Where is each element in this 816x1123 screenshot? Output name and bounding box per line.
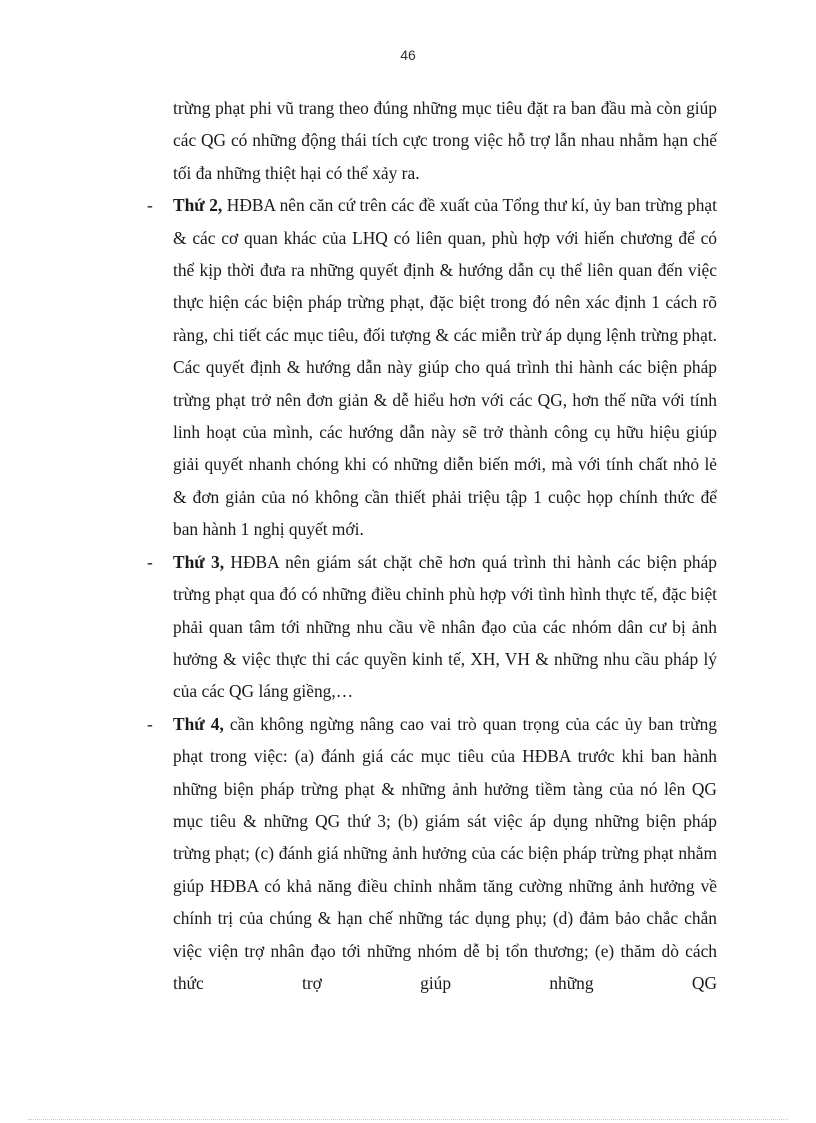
list-item-lead: Thứ 4, bbox=[173, 713, 224, 734]
list-item-text: HĐBA nên căn cứ trên các đề xuất của Tổng thư kí, ủy ban trừng phạt & các cơ quan khác của LHQ có liên quan, phù hợp với hiến chương để có thể kịp thời đưa ra những quyết định & hướng dẫn cụ thể liên quan đến việc thực hiện các biện pháp trừng phạt, đặc biệt trong đó nên xác định 1 cách rõ ràng, chi tiết các mục tiêu, đối tượng & các miễn trừ áp dụng lệnh trừng phạt. Các quyết định & hướng dẫn này giúp cho quá trình thi hành các biện pháp trừng phạt trở nên đơn giản & dễ hiểu hơn với các QG, hơn thế nữa với tính linh hoạt của mình, các hướng dẫn này sẽ trở thành công cụ hữu hiệu giúp giải quyết nhanh chóng khi có những diễn biến mới, mà với tính chất nhỏ lẻ & đơn giản của nó không cần thiết phải triệu tập 1 cuộc họp chính thức để ban hành 1 nghị quyết mới. bbox=[173, 195, 717, 540]
bullet-dash: - bbox=[147, 551, 153, 572]
bullet-dash: - bbox=[147, 195, 153, 216]
bullet-dash: - bbox=[147, 713, 153, 734]
page-bottom-divider bbox=[28, 1119, 788, 1120]
list-item-lead: Thứ 2, bbox=[173, 195, 223, 216]
list-item-paragraph bbox=[173, 546, 717, 708]
list-item-thu-4 bbox=[147, 708, 717, 1000]
intro-paragraph: trừng phạt phi vũ trang theo đúng những mục tiêu đặt ra ban đầu mà còn giúp các QG có những động thái tích cực trong việc hỗ trợ lẫn nhau nhằm hạn chế tối đa những thiệt hại có thể xảy ra. bbox=[173, 98, 717, 183]
list-item-text: HĐBA nên giám sát chặt chẽ hơn quá trình thi hành các biện pháp trừng phạt qua đó có những điều chỉnh phù hợp với tình hình thực tế, đặc biệt phải quan tâm tới những nhu cầu về nhân đạo của các nhóm dân cư bị ảnh hưởng & việc thực thi các quyền kinh tế, XH, VH & những nhu cầu pháp lý của các QG láng giềng,… bbox=[173, 551, 717, 702]
list-item-thu-3 bbox=[147, 546, 717, 708]
list-item-lead: Thứ 3, bbox=[173, 551, 225, 572]
list-item-paragraph bbox=[173, 189, 717, 545]
list-item-paragraph bbox=[173, 708, 717, 1000]
list-item-thu-2 bbox=[147, 189, 717, 545]
list-item-text: cần không ngừng nâng cao vai trò quan trọng của các ủy ban trừng phạt trong việc: (a) đánh giá các mục tiêu của HĐBA trước khi ban hành những biện pháp trừng phạt & những ảnh hưởng tiềm tàng của nó lên QG mục tiêu & những QG thứ 3; (b) giám sát việc áp dụng những biện pháp trừng phạt; (c) đánh giá những ảnh hưởng của các biện pháp trừng phạt nhằm giúp HĐBA có khả năng điều chỉnh nhằm tăng cường những ảnh hưởng về chính trị của chúng & hạn chế những tác dụng phụ; (d) đảm bảo chắc chắn việc viện trợ nhân đạo tới những nhóm dễ bị tổn thương; (e) thăm dò cách thức trợ giúp những QG bbox=[173, 713, 717, 993]
document-body bbox=[147, 92, 717, 999]
page-number: 46 bbox=[400, 47, 416, 63]
